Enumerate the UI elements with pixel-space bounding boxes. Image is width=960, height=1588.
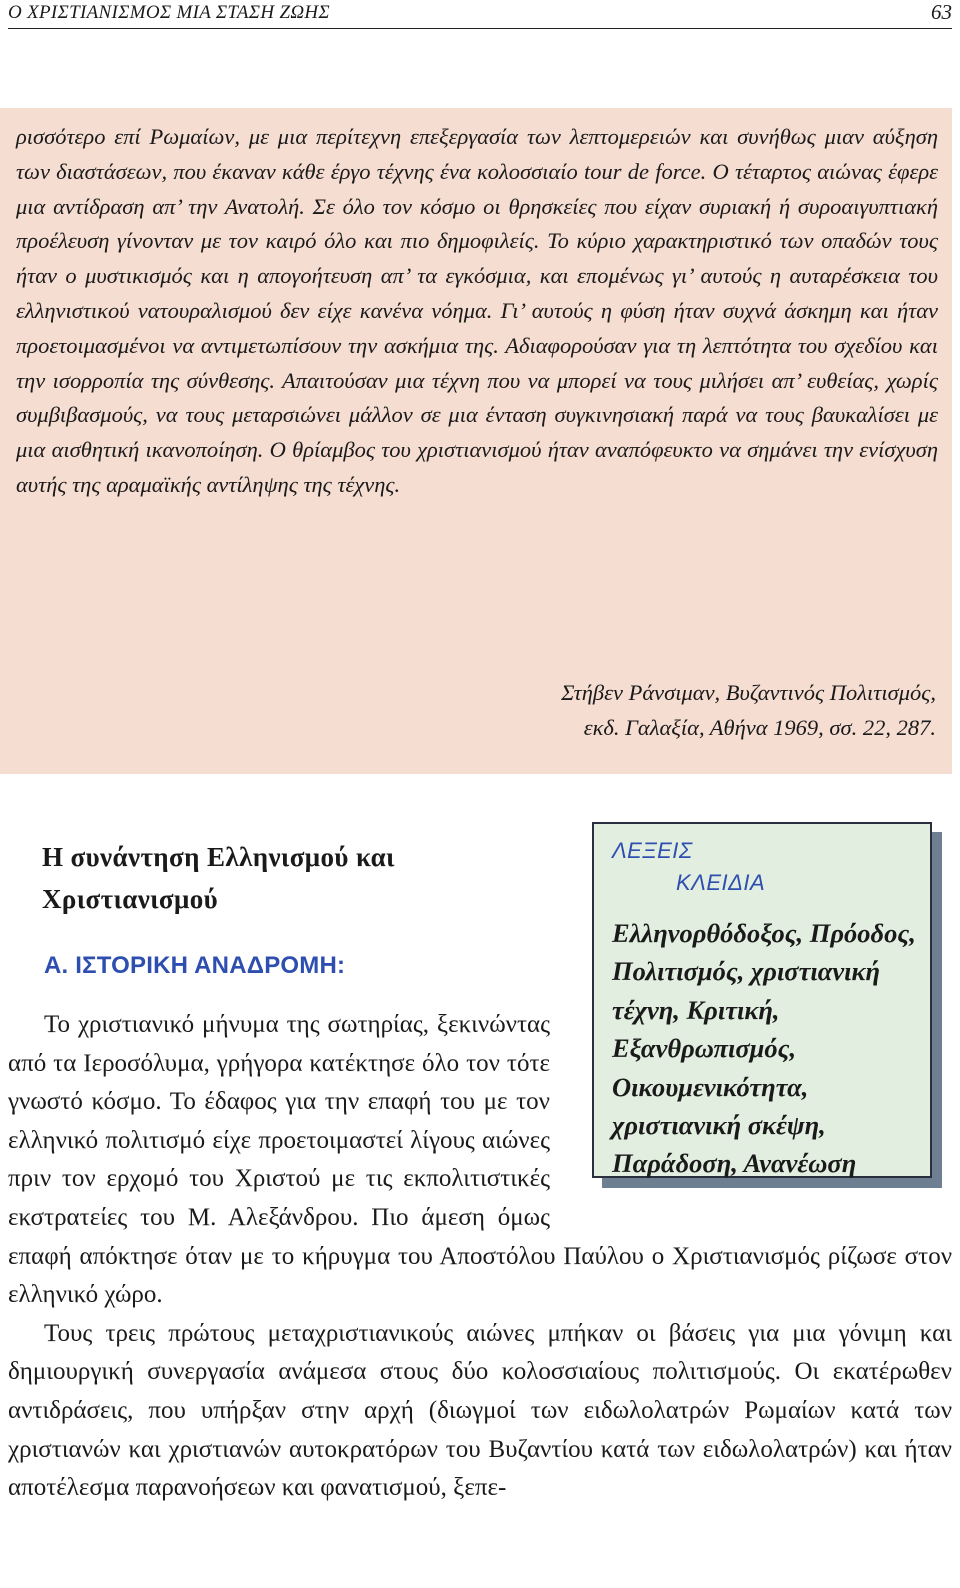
running-title: Ο ΧΡΙΣΤΙΑΝΙΣΜΟΣ ΜΙΑ ΣΤΑΣΗ ΖΩΗΣ (8, 2, 330, 23)
quote-box (0, 108, 952, 774)
quote-text: ρισσότερο επί Ρωμαίων, με μια περίτεχνη επεξεργασία των λεπτομερειών και συνήθως μιαν αύξηση των διαστάσεων, που έκαναν κάθε έργο τέχνης ένα κολοσσιαίο tour de force. Ο τέταρτος αιώνας έφερε μια αντίδραση απ’ την Ανατολή. Σε όλο τον κόσμο οι θρησκείες που είχαν συριακή ή συροαιγυπτιακή προέλευση γίνονταν με τον καιρό όλο και πιο δημοφιλείς. Το κύριο χαρακτηριστικό των οπαδών τους ήταν ο μυστικισμός και η απογοήτευση απ’ τα εγκόσμια, και επομένως γι’ αυτούς η αυταρέσκεια του ελληνιστικού νατουραλισμού δεν είχε κανένα νόημα. Γι’ αυτούς η φύση ήταν συχνά άσκημη και ήταν προετοιμασμένοι να αντιμετωπίσουν την ασκήμια της. Αδιαφορούσαν για τη λεπτότητα του σχεδίου και την ισορροπία της σύνθεσης. Απαιτούσαν μια τέχνη που να μπορεί να τους μιλήσει απ’ ευθείας, χωρίς συμβιβασμούς, να τους μεταρσιώνει μάλλον σε μια ένταση συγκινησιακή παρά να τους βαυκαλίσει με μια αισθητική ικανοποίηση. Ο θρίαμβος του χριστιανισμού ήταν αναπόφευκτο να σημάνει την ενίσχυση αυτής της αραμαϊκής αντίληψης της τέχνης. (16, 124, 938, 497)
quote-citation (561, 676, 936, 746)
keywords-label-line-1: ΛΕΞΕΙΣ (612, 838, 693, 863)
section-title: Η συνάντηση Ελληνισμού και Χριστιανισμού (42, 842, 395, 914)
keywords-label-line-2: ΚΛΕΙΔΙΑ (676, 870, 766, 895)
body-paragraph-2: Τους τρεις πρώτους μεταχριστιανικούς αιώνες μπήκαν οι βάσεις για μια γόνιμη και δημιουργική συνεργασία ανάμεσα στους δύο κολοσσιαίους πολιτισμούς. Οι εκατέρωθεν αντιδράσεις, που υπήρξαν στην αρχή (διωγμοί των ειδωλολατρών Ρωμαίων κατά των χριστιανών και χριστιανών αυτοκρατόρων του Βυζαντίου κατά των ειδωλολατρών) και ήταν αποτέλεσμα παρανοήσεων και φανατισμού, ξεπε- (8, 1319, 952, 1502)
running-header (8, 0, 952, 29)
citation-publisher: εκδ. Γαλαξία, Αθήνα 1969, σσ. 22, 287. (583, 714, 936, 740)
keywords-box (592, 822, 932, 1178)
page-number: 63 (931, 0, 952, 24)
keywords-list: Ελληνορθόδοξος, Πρόοδος, Πολιτισμός, χριστιανική τέχνη, Κριτική, Εξανθρωπισμός, Οικουμενικότητα, χριστιανική σκέψη, Παράδοση, Ανανέωση (612, 918, 916, 1179)
citation-author-title: Στήβεν Ράνσιμαν, Βυζαντινός Πολιτισμός, (561, 680, 936, 705)
body-paragraph-1: Το χριστιανικό μήνυμα της σωτηρίας, ξεκινώντας από τα Ιεροσόλυμα, γρήγορα κατέκτησε όλο τον τότε γνωστό κόσμο. Το έδαφος για την επαφή του με τον ελληνικό πολιτισμό είχε προετοιμαστεί λίγους αιώνες πριν τον ερχομό του Χριστού με τις εκπολιτιστικές εκστρατείες του Μ. Αλεξάνδρου. Πιο άμεση όμως επαφή απόκτησε όταν με το κήρυγμα του Αποστόλου Παύλου ο Χριστιανισμός ρίζωσε στον ελληνικό χώρο. (8, 1011, 952, 1309)
subsection-title: Α. ΙΣΤΟΡΙΚΗ ΑΝΑΔΡΟΜΗ: (44, 952, 346, 979)
